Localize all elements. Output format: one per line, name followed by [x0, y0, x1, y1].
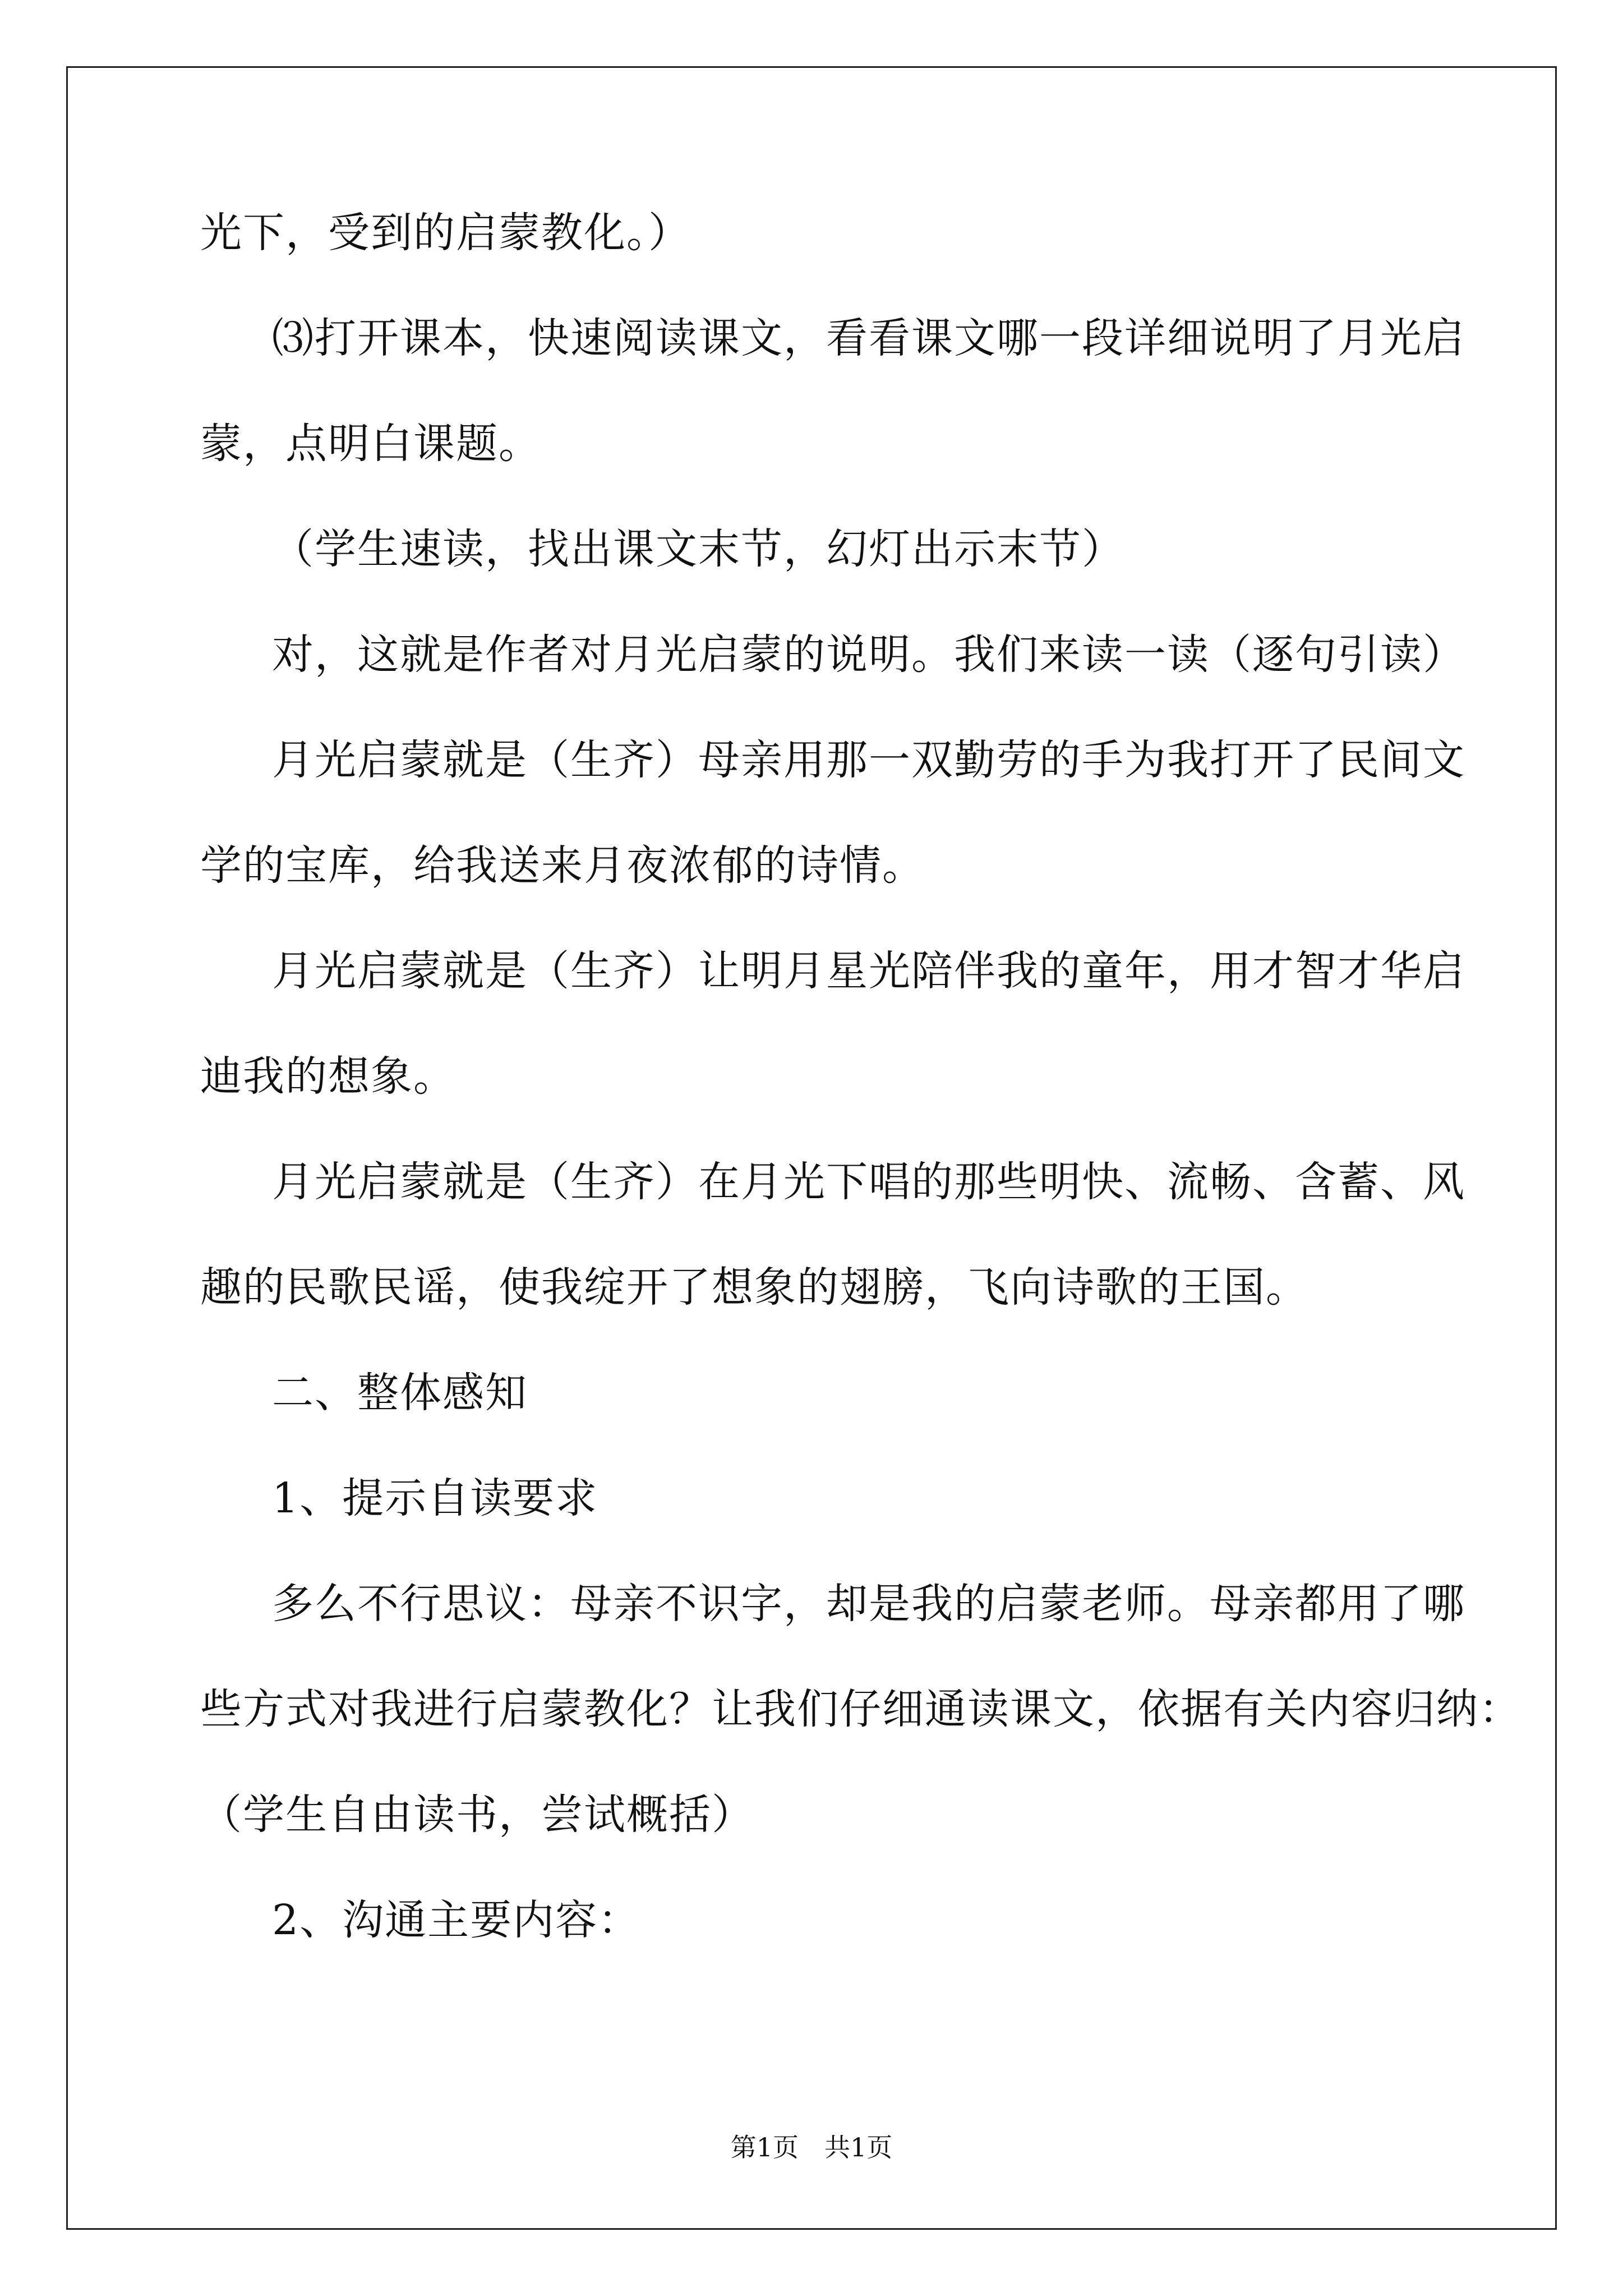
subsection-heading: 1、提示自读要求 [272, 1474, 598, 1522]
text-line: 学的宝库，给我送来月夜浓郁的诗情。 [200, 841, 925, 890]
text-line: 蒙，点明白课题。 [200, 420, 541, 468]
text-line: 趣的民歌民谣，使我绽开了想象的翅膀，飞向诗歌的王国。 [200, 1263, 1308, 1312]
section-heading: 二、整体感知 [272, 1369, 528, 1417]
text-line: 月光启蒙就是（生齐）母亲用那一双勤劳的手为我打开了民间文 [272, 736, 1465, 784]
text-line: 月光启蒙就是（生齐）让明月星光陪伴我的童年，用才智才华启 [272, 947, 1465, 995]
text-line: 迪我的想象。 [200, 1052, 456, 1101]
text-line: 光下，受到的启蒙教化。） [200, 209, 691, 257]
subsection-heading: 2、沟通主要内容： [272, 1896, 641, 1944]
text-line: 月光启蒙就是（生齐）在月光下唱的那些明快、流畅、含蓄、风 [272, 1158, 1465, 1206]
text-line: 对，这就是作者对月光启蒙的说明。我们来读一读（逐句引读） [272, 631, 1465, 679]
text-line: 多么不行思议：母亲不识字，却是我的启蒙老师。母亲都用了哪 [272, 1580, 1465, 1628]
text-line: （学生自由读书，尝试概括） [200, 1791, 754, 1839]
page-footer: 第1页 共1页 [730, 2132, 893, 2162]
text-line: ⑶打开课本，快速阅读课文，看看课文哪一段详细说明了月光启 [272, 314, 1465, 362]
text-line: 些方式对我进行启蒙教化？让我们仔细通读课文，依据有关内容归纳： [200, 1685, 1521, 1733]
text-line: （学生速读，找出课文末节，幻灯出示末节） [272, 525, 1124, 573]
